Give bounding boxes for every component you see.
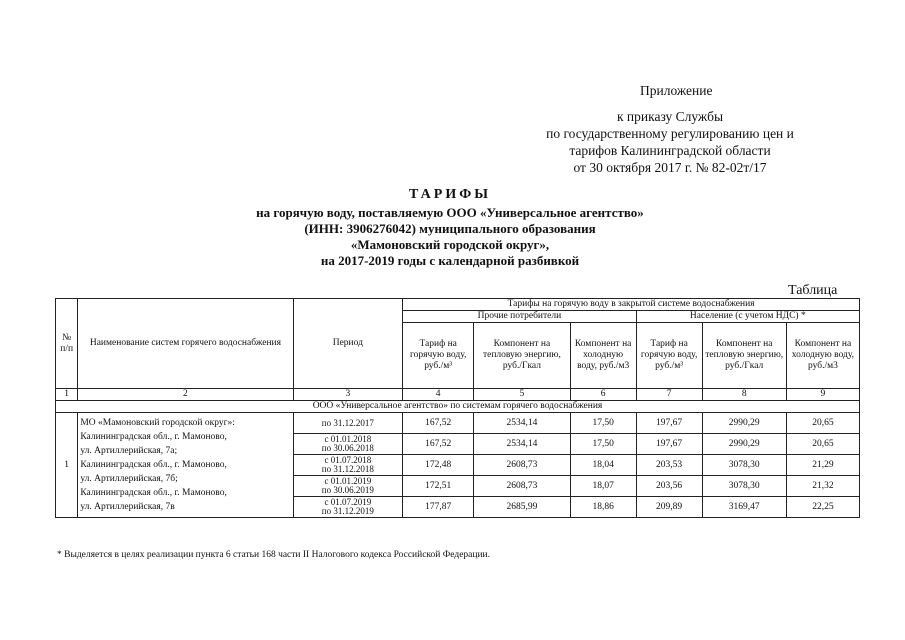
- cell-heat-pop: 3078,30: [702, 476, 786, 497]
- cell-cold-pop: 22,25: [786, 497, 859, 518]
- title-heading: ТАРИФЫ: [409, 187, 491, 202]
- period-cell: с 01.07.2019 по 31.12.2019: [293, 497, 403, 518]
- system-name-line: Калининградская обл., г. Мамоново,: [80, 460, 227, 470]
- cell-heat: 2534,14: [474, 434, 570, 455]
- cell-heat: 2608,73: [474, 476, 570, 497]
- cell-heat-pop: 3078,30: [702, 455, 786, 476]
- cell-heat-pop: 2990,29: [702, 413, 786, 434]
- col-number: 3: [293, 389, 403, 401]
- system-name-line: ул. Артиллерийская, 7б;: [80, 474, 178, 484]
- header-group-population: Население (с учетом НДС) *: [636, 311, 859, 323]
- header-tariff-pop: Тариф на горячую воду, руб./м³: [636, 323, 702, 389]
- cell-tariff: 167,52: [403, 434, 474, 455]
- system-name-line: МО «Мамоновский городской округ»:: [80, 418, 235, 428]
- col-number: 5: [474, 389, 570, 401]
- cell-cold-pop: 21,29: [786, 455, 859, 476]
- document-title: [150, 187, 750, 269]
- table-label: Таблица: [788, 283, 838, 298]
- col-number: 8: [702, 389, 786, 401]
- col-number: 9: [786, 389, 859, 401]
- system-name-line: ул. Артиллерийская, 7в: [80, 502, 175, 512]
- header-heat-pop: Компонент на тепловую энергию, руб./Гкал: [702, 323, 786, 389]
- cell-tariff-pop: 203,56: [636, 476, 702, 497]
- system-name-line: Калининградская обл., г. Мамоново,: [80, 432, 227, 442]
- cell-cold: 18,04: [570, 455, 636, 476]
- system-name-line: ул. Артиллерийская, 7а;: [80, 446, 178, 456]
- annex-line: тарифов Калининградской области: [569, 143, 771, 158]
- header-heat: Компонент на тепловую энергию, руб./Гкал: [474, 323, 570, 389]
- row-number: 1: [56, 413, 78, 518]
- header-group-top: Тарифы на горячую воду в закрытой системе водоснабжения: [403, 299, 860, 311]
- cell-tariff: 177,87: [403, 497, 474, 518]
- system-name-line: Калининградская обл., г. Мамоново,: [80, 488, 227, 498]
- cell-heat: 2534,14: [474, 413, 570, 434]
- annex-line: к приказу Службы: [616, 109, 724, 124]
- period-cell: по 31.12.2017: [293, 413, 403, 434]
- cell-tariff: 172,48: [403, 455, 474, 476]
- cell-heat: 2608,73: [474, 455, 570, 476]
- cell-cold: 17,50: [570, 413, 636, 434]
- cell-heat: 2685,99: [474, 497, 570, 518]
- header-name: Наименование систем горячего водоснабжения: [78, 299, 293, 389]
- annex-line: от 30 октября 2017 г. № 82-02т/17: [573, 160, 767, 175]
- cell-cold-pop: 21,32: [786, 476, 859, 497]
- cell-heat-pop: 3169,47: [702, 497, 786, 518]
- header-cold: Компонент на холодную воду, руб./м3: [570, 323, 636, 389]
- title-line: на 2017-2019 годы с календарной разбивкой: [320, 253, 580, 268]
- annex-line: по государственному регулированию цен и: [546, 126, 794, 141]
- footnote: * Выделяется в целях реализации пункта 6 статьи 168 части II Налогового кодекса Российской Федерации.: [57, 550, 491, 560]
- header-tariff: Тариф на горячую воду, руб./м³: [403, 323, 474, 389]
- title-line: «Мамоновский городской округ»,: [350, 237, 550, 252]
- cell-tariff: 167,52: [403, 413, 474, 434]
- cell-cold: 18,86: [570, 497, 636, 518]
- cell-heat-pop: 2990,29: [702, 434, 786, 455]
- period-cell: с 01.01.2019 по 30.06.2019: [293, 476, 403, 497]
- cell-tariff-pop: 197,67: [636, 434, 702, 455]
- col-number: 4: [403, 389, 474, 401]
- table-row: [56, 413, 860, 434]
- title-line: (ИНН: 3906276042) муниципального образования: [304, 221, 596, 236]
- cell-cold-pop: 20,65: [786, 434, 859, 455]
- cell-tariff: 172,51: [403, 476, 474, 497]
- title-line: на горячую воду, поставляемую ООО «Универсальное агентство»: [256, 205, 644, 220]
- tariff-table: [55, 298, 860, 518]
- cell-tariff-pop: 197,67: [636, 413, 702, 434]
- col-number: 1: [56, 389, 78, 401]
- header-cold-pop: Компонент на холодную воду, руб./м3: [786, 323, 859, 389]
- period-cell: с 01.07.2018 по 31.12.2018: [293, 455, 403, 476]
- cell-tariff-pop: 203,53: [636, 455, 702, 476]
- cell-tariff-pop: 209,89: [636, 497, 702, 518]
- system-name: [78, 413, 293, 518]
- section-row: ООО «Универсальное агентство» по системам горячего водоснабжения: [56, 401, 860, 413]
- col-number: 7: [636, 389, 702, 401]
- header-period: Период: [293, 299, 403, 389]
- period-cell: с 01.01.2018 по 30.06.2018: [293, 434, 403, 455]
- annex-title: Приложение: [640, 83, 713, 98]
- cell-cold: 18,07: [570, 476, 636, 497]
- cell-cold: 17,50: [570, 434, 636, 455]
- col-number: 2: [78, 389, 293, 401]
- cell-cold-pop: 20,65: [786, 413, 859, 434]
- header-num: № п/п: [56, 299, 78, 389]
- col-number: 6: [570, 389, 636, 401]
- header-group-others: Прочие потребители: [403, 311, 636, 323]
